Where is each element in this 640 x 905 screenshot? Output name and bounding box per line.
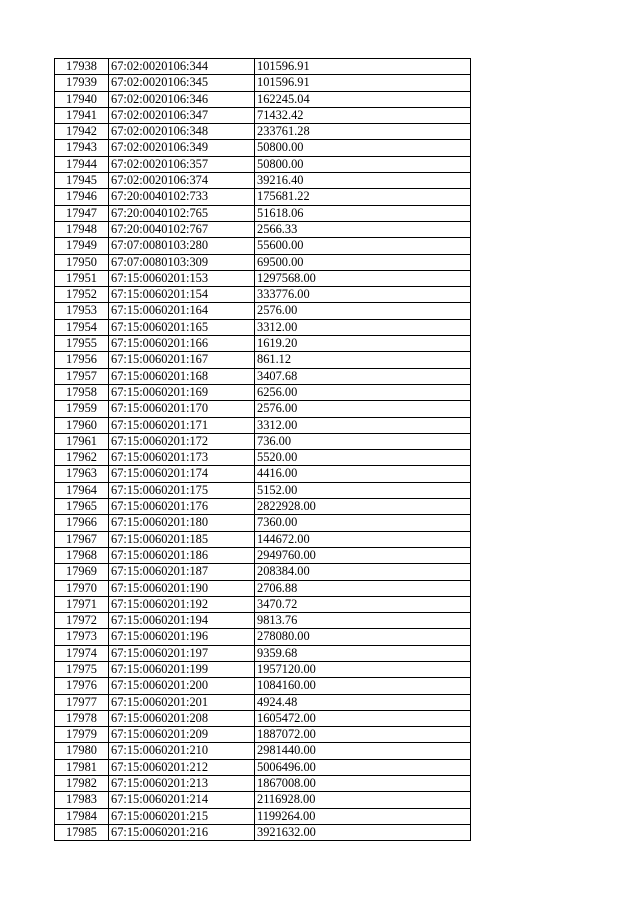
row-number-cell: 17941 — [55, 107, 109, 123]
row-number-cell: 17961 — [55, 433, 109, 449]
records-table — [54, 58, 471, 841]
row-number-cell: 17966 — [55, 515, 109, 531]
amount-cell: 51618.06 — [255, 205, 471, 221]
row-number-cell: 17969 — [55, 564, 109, 580]
amount-cell: 333776.00 — [255, 287, 471, 303]
row-number-cell: 17968 — [55, 547, 109, 563]
cadastral-number-cell: 67:15:0060201:209 — [109, 727, 255, 743]
row-number-cell: 17981 — [55, 759, 109, 775]
cadastral-number-cell: 67:02:0020106:344 — [109, 59, 255, 75]
table-row — [55, 75, 471, 91]
table-row — [55, 352, 471, 368]
cadastral-number-cell: 67:02:0020106:349 — [109, 140, 255, 156]
row-number-cell: 17985 — [55, 824, 109, 840]
cadastral-number-cell: 67:15:0060201:173 — [109, 450, 255, 466]
amount-cell: 2576.00 — [255, 401, 471, 417]
cadastral-number-cell: 67:15:0060201:167 — [109, 352, 255, 368]
cadastral-number-cell: 67:20:0040102:765 — [109, 205, 255, 221]
amount-cell: 6256.00 — [255, 384, 471, 400]
row-number-cell: 17967 — [55, 531, 109, 547]
table-row — [55, 466, 471, 482]
amount-cell: 69500.00 — [255, 254, 471, 270]
table-row — [55, 661, 471, 677]
table-row — [55, 596, 471, 612]
table-row — [55, 368, 471, 384]
amount-cell: 1084160.00 — [255, 678, 471, 694]
table-row — [55, 107, 471, 123]
cadastral-number-cell: 67:15:0060201:190 — [109, 580, 255, 596]
table-row — [55, 482, 471, 498]
amount-cell: 5520.00 — [255, 450, 471, 466]
cadastral-number-cell: 67:15:0060201:172 — [109, 433, 255, 449]
table-row — [55, 433, 471, 449]
row-number-cell: 17949 — [55, 238, 109, 254]
cadastral-number-cell: 67:15:0060201:216 — [109, 824, 255, 840]
amount-cell: 3921632.00 — [255, 824, 471, 840]
amount-cell: 144672.00 — [255, 531, 471, 547]
row-number-cell: 17971 — [55, 596, 109, 612]
cadastral-number-cell: 67:15:0060201:187 — [109, 564, 255, 580]
amount-cell: 3312.00 — [255, 319, 471, 335]
row-number-cell: 17978 — [55, 710, 109, 726]
table-row — [55, 776, 471, 792]
amount-cell: 101596.91 — [255, 59, 471, 75]
cadastral-number-cell: 67:15:0060201:185 — [109, 531, 255, 547]
row-number-cell: 17958 — [55, 384, 109, 400]
amount-cell: 55600.00 — [255, 238, 471, 254]
table-row — [55, 189, 471, 205]
row-number-cell: 17939 — [55, 75, 109, 91]
amount-cell: 861.12 — [255, 352, 471, 368]
row-number-cell: 17979 — [55, 727, 109, 743]
table-row — [55, 499, 471, 515]
row-number-cell: 17982 — [55, 776, 109, 792]
amount-cell: 1605472.00 — [255, 710, 471, 726]
table-row — [55, 336, 471, 352]
row-number-cell: 17965 — [55, 499, 109, 515]
amount-cell: 50800.00 — [255, 140, 471, 156]
row-number-cell: 17942 — [55, 124, 109, 140]
cadastral-number-cell: 67:15:0060201:199 — [109, 661, 255, 677]
row-number-cell: 17940 — [55, 91, 109, 107]
amount-cell: 736.00 — [255, 433, 471, 449]
table-row — [55, 824, 471, 840]
row-number-cell: 17959 — [55, 401, 109, 417]
amount-cell: 1957120.00 — [255, 661, 471, 677]
amount-cell: 5152.00 — [255, 482, 471, 498]
table-row — [55, 254, 471, 270]
cadastral-number-cell: 67:02:0020106:357 — [109, 156, 255, 172]
amount-cell: 2116928.00 — [255, 792, 471, 808]
table-row — [55, 221, 471, 237]
row-number-cell: 17963 — [55, 466, 109, 482]
cadastral-number-cell: 67:02:0020106:348 — [109, 124, 255, 140]
row-number-cell: 17938 — [55, 59, 109, 75]
table-row — [55, 238, 471, 254]
table-row — [55, 515, 471, 531]
cadastral-number-cell: 67:07:0080103:309 — [109, 254, 255, 270]
table-row — [55, 564, 471, 580]
table-row — [55, 678, 471, 694]
cadastral-number-cell: 67:15:0060201:208 — [109, 710, 255, 726]
amount-cell: 50800.00 — [255, 156, 471, 172]
row-number-cell: 17951 — [55, 270, 109, 286]
amount-cell: 3312.00 — [255, 417, 471, 433]
table-row — [55, 727, 471, 743]
cadastral-number-cell: 67:15:0060201:168 — [109, 368, 255, 384]
row-number-cell: 17960 — [55, 417, 109, 433]
cadastral-number-cell: 67:15:0060201:196 — [109, 629, 255, 645]
amount-cell: 2706.88 — [255, 580, 471, 596]
row-number-cell: 17953 — [55, 303, 109, 319]
cadastral-number-cell: 67:15:0060201:166 — [109, 336, 255, 352]
row-number-cell: 17983 — [55, 792, 109, 808]
table-row — [55, 743, 471, 759]
row-number-cell: 17956 — [55, 352, 109, 368]
table-row — [55, 319, 471, 335]
table-row — [55, 303, 471, 319]
amount-cell: 1199264.00 — [255, 808, 471, 824]
cadastral-number-cell: 67:15:0060201:214 — [109, 792, 255, 808]
cadastral-number-cell: 67:15:0060201:180 — [109, 515, 255, 531]
cadastral-number-cell: 67:15:0060201:192 — [109, 596, 255, 612]
row-number-cell: 17970 — [55, 580, 109, 596]
amount-cell: 71432.42 — [255, 107, 471, 123]
row-number-cell: 17980 — [55, 743, 109, 759]
table-row — [55, 629, 471, 645]
row-number-cell: 17974 — [55, 645, 109, 661]
row-number-cell: 17955 — [55, 336, 109, 352]
cadastral-number-cell: 67:02:0020106:374 — [109, 173, 255, 189]
cadastral-number-cell: 67:15:0060201:210 — [109, 743, 255, 759]
amount-cell: 9813.76 — [255, 613, 471, 629]
amount-cell: 3407.68 — [255, 368, 471, 384]
row-number-cell: 17950 — [55, 254, 109, 270]
row-number-cell: 17977 — [55, 694, 109, 710]
table-row — [55, 613, 471, 629]
amount-cell: 1619.20 — [255, 336, 471, 352]
amount-cell: 101596.91 — [255, 75, 471, 91]
cadastral-number-cell: 67:15:0060201:165 — [109, 319, 255, 335]
amount-cell: 2981440.00 — [255, 743, 471, 759]
cadastral-number-cell: 67:15:0060201:212 — [109, 759, 255, 775]
amount-cell: 233761.28 — [255, 124, 471, 140]
row-number-cell: 17945 — [55, 173, 109, 189]
table-row — [55, 759, 471, 775]
amount-cell: 278080.00 — [255, 629, 471, 645]
records-table-body — [55, 59, 471, 841]
cadastral-number-cell: 67:15:0060201:171 — [109, 417, 255, 433]
row-number-cell: 17964 — [55, 482, 109, 498]
cadastral-number-cell: 67:02:0020106:345 — [109, 75, 255, 91]
amount-cell: 162245.04 — [255, 91, 471, 107]
table-row — [55, 580, 471, 596]
cadastral-number-cell: 67:15:0060201:169 — [109, 384, 255, 400]
cadastral-number-cell: 67:15:0060201:154 — [109, 287, 255, 303]
cadastral-number-cell: 67:15:0060201:186 — [109, 547, 255, 563]
amount-cell: 7360.00 — [255, 515, 471, 531]
cadastral-number-cell: 67:15:0060201:175 — [109, 482, 255, 498]
cadastral-number-cell: 67:15:0060201:200 — [109, 678, 255, 694]
amount-cell: 9359.68 — [255, 645, 471, 661]
row-number-cell: 17944 — [55, 156, 109, 172]
row-number-cell: 17948 — [55, 221, 109, 237]
cadastral-number-cell: 67:20:0040102:733 — [109, 189, 255, 205]
row-number-cell: 17947 — [55, 205, 109, 221]
table-row — [55, 287, 471, 303]
cadastral-number-cell: 67:20:0040102:767 — [109, 221, 255, 237]
table-row — [55, 401, 471, 417]
table-row — [55, 140, 471, 156]
amount-cell: 175681.22 — [255, 189, 471, 205]
row-number-cell: 17972 — [55, 613, 109, 629]
table-row — [55, 417, 471, 433]
table-row — [55, 694, 471, 710]
cadastral-number-cell: 67:15:0060201:201 — [109, 694, 255, 710]
table-row — [55, 124, 471, 140]
cadastral-number-cell: 67:15:0060201:197 — [109, 645, 255, 661]
row-number-cell: 17954 — [55, 319, 109, 335]
row-number-cell: 17962 — [55, 450, 109, 466]
table-row — [55, 450, 471, 466]
amount-cell: 5006496.00 — [255, 759, 471, 775]
row-number-cell: 17973 — [55, 629, 109, 645]
table-row — [55, 547, 471, 563]
row-number-cell: 17943 — [55, 140, 109, 156]
amount-cell: 2566.33 — [255, 221, 471, 237]
amount-cell: 4924.48 — [255, 694, 471, 710]
amount-cell: 208384.00 — [255, 564, 471, 580]
cadastral-number-cell: 67:15:0060201:170 — [109, 401, 255, 417]
table-row — [55, 384, 471, 400]
cadastral-number-cell: 67:02:0020106:347 — [109, 107, 255, 123]
cadastral-number-cell: 67:15:0060201:153 — [109, 270, 255, 286]
cadastral-number-cell: 67:15:0060201:194 — [109, 613, 255, 629]
cadastral-number-cell: 67:15:0060201:215 — [109, 808, 255, 824]
row-number-cell: 17975 — [55, 661, 109, 677]
amount-cell: 1887072.00 — [255, 727, 471, 743]
row-number-cell: 17984 — [55, 808, 109, 824]
row-number-cell: 17976 — [55, 678, 109, 694]
cadastral-number-cell: 67:15:0060201:164 — [109, 303, 255, 319]
table-row — [55, 205, 471, 221]
amount-cell: 39216.40 — [255, 173, 471, 189]
amount-cell: 3470.72 — [255, 596, 471, 612]
cadastral-number-cell: 67:07:0080103:280 — [109, 238, 255, 254]
table-row — [55, 792, 471, 808]
amount-cell: 2576.00 — [255, 303, 471, 319]
table-row — [55, 710, 471, 726]
table-row — [55, 59, 471, 75]
amount-cell: 2949760.00 — [255, 547, 471, 563]
table-row — [55, 808, 471, 824]
table-row — [55, 531, 471, 547]
table-row — [55, 270, 471, 286]
amount-cell: 4416.00 — [255, 466, 471, 482]
cadastral-number-cell: 67:15:0060201:213 — [109, 776, 255, 792]
amount-cell: 2822928.00 — [255, 499, 471, 515]
cadastral-number-cell: 67:15:0060201:174 — [109, 466, 255, 482]
row-number-cell: 17957 — [55, 368, 109, 384]
row-number-cell: 17952 — [55, 287, 109, 303]
document-page — [54, 58, 471, 841]
row-number-cell: 17946 — [55, 189, 109, 205]
amount-cell: 1867008.00 — [255, 776, 471, 792]
table-row — [55, 156, 471, 172]
table-row — [55, 173, 471, 189]
cadastral-number-cell: 67:02:0020106:346 — [109, 91, 255, 107]
table-row — [55, 645, 471, 661]
cadastral-number-cell: 67:15:0060201:176 — [109, 499, 255, 515]
amount-cell: 1297568.00 — [255, 270, 471, 286]
table-row — [55, 91, 471, 107]
